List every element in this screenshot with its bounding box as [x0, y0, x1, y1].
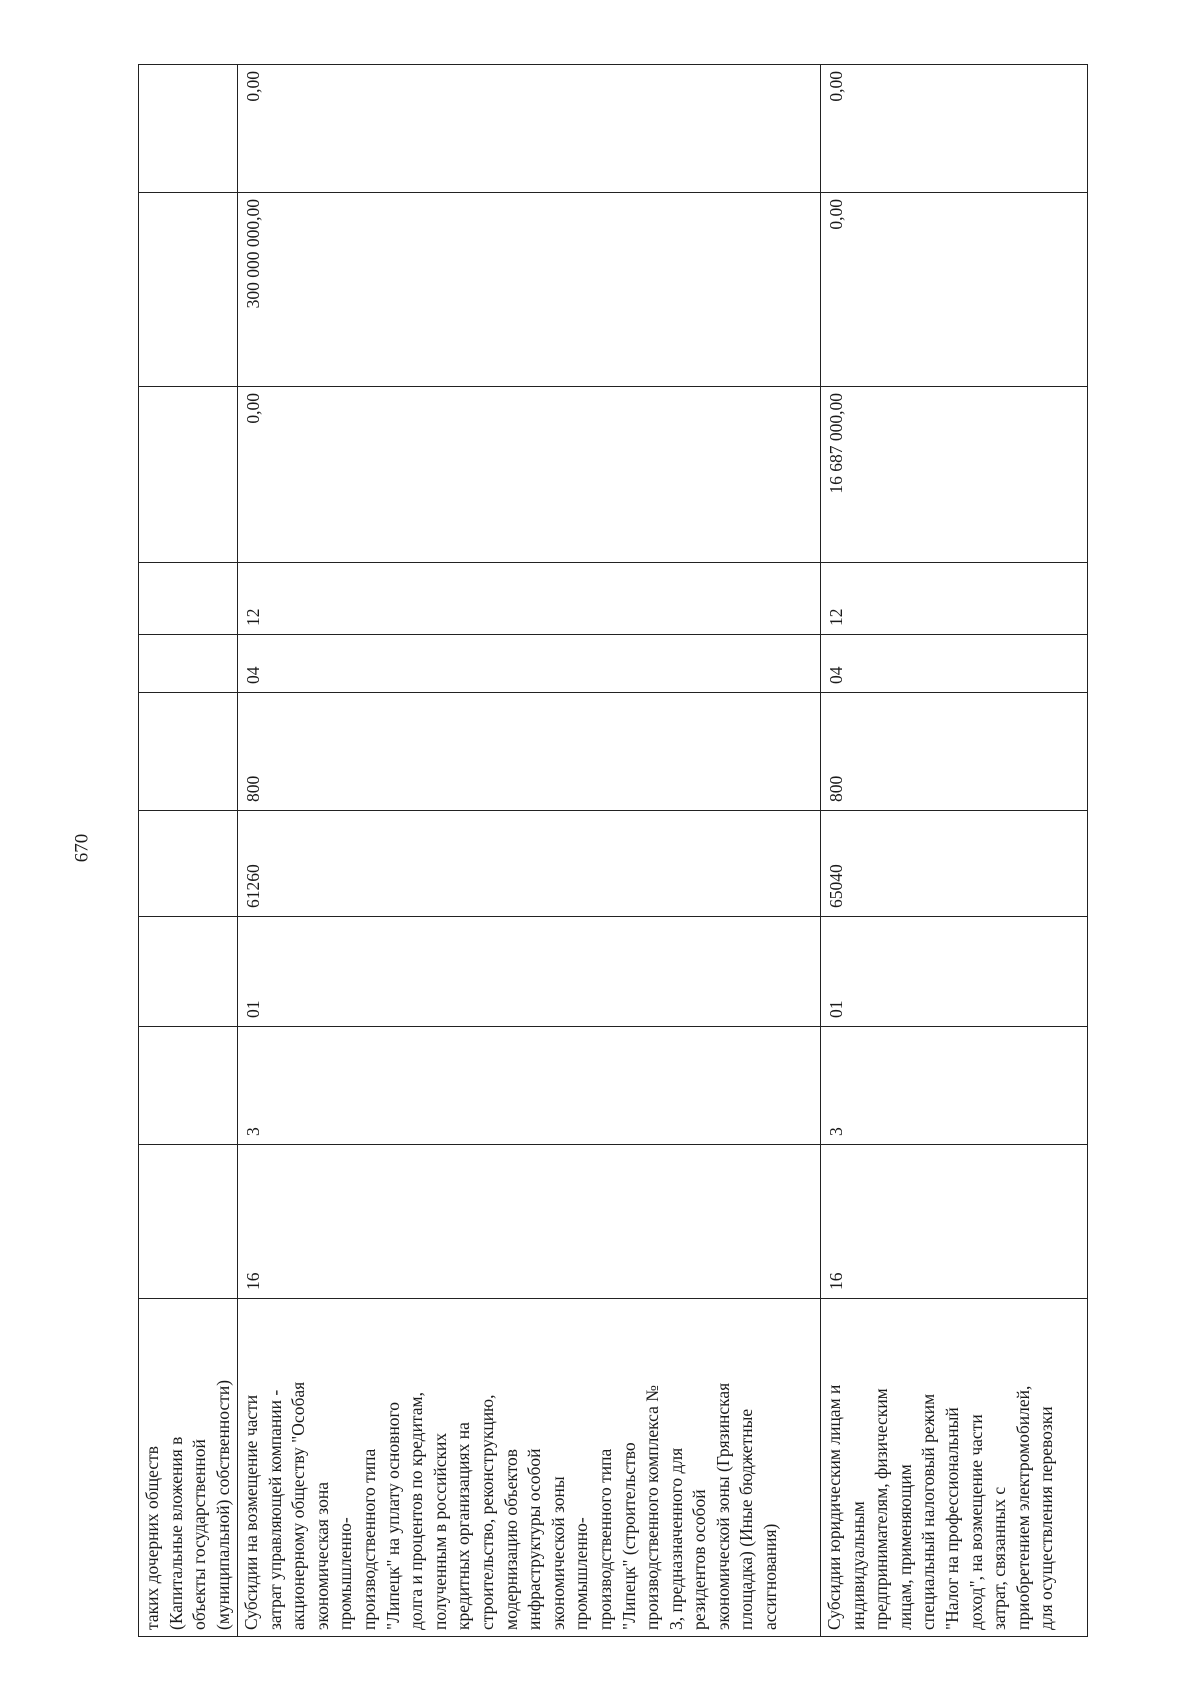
row-name-line: (Капитальные вложения в	[165, 1436, 186, 1630]
code-cell-code5	[821, 693, 1088, 811]
code-value-code1: 16	[243, 1272, 263, 1290]
code-cell-code6	[139, 635, 238, 693]
row-name-line: приобретением электромобилей,	[1012, 1385, 1033, 1630]
code-value-code2	[139, 1027, 143, 1144]
row-name-line: "Липецк" на уплату основного	[382, 1401, 403, 1630]
amount-cell-amount3	[238, 65, 821, 193]
row-name-line: таких дочерних обществ	[142, 1445, 162, 1630]
code-value-code4: 65040	[826, 864, 846, 908]
budget-table-body	[139, 65, 1088, 1637]
code-cell-code3	[238, 917, 821, 1027]
amount-value-amount1: 16 687 000,00	[826, 393, 846, 494]
code-cell-code7	[139, 563, 238, 635]
row-name-line: лицам, применяющим	[894, 1464, 915, 1630]
row-name-line: производственного типа	[358, 1448, 379, 1630]
table-row	[139, 65, 238, 1637]
row-name-line: индивидуальным	[847, 1501, 868, 1630]
row-name-line: площадка) (Иные бюджетные	[736, 1408, 757, 1630]
row-name-line: "Налог на профессиональный	[941, 1407, 962, 1630]
row-name-text	[139, 1299, 235, 1636]
code-value-code1: 16	[826, 1272, 846, 1290]
code-cell-code4	[821, 811, 1088, 917]
code-cell-code1	[139, 1145, 238, 1299]
amount-value-amount2: 300 000 000,00	[243, 199, 263, 309]
code-cell-code5	[238, 693, 821, 811]
row-name-line: экономической зоны	[547, 1476, 568, 1630]
code-value-code6	[139, 635, 143, 692]
amount-cell-amount2	[139, 193, 238, 387]
table-row	[238, 65, 821, 1637]
amount-cell-amount1	[238, 387, 821, 563]
amount-value-amount3: 0,00	[243, 71, 263, 102]
row-name-line: затрат управляющей компании -	[264, 1389, 285, 1630]
code-value-code6: 04	[826, 666, 846, 684]
code-cell-code3	[821, 917, 1088, 1027]
code-value-code1	[139, 1145, 143, 1298]
amount-cell-amount3	[139, 65, 238, 193]
row-name-line: кредитных организациях на	[453, 1422, 474, 1630]
code-value-code5: 800	[826, 775, 846, 802]
code-value-code6: 04	[243, 666, 263, 684]
budget-table	[138, 64, 1088, 1637]
amount-value-amount3	[139, 65, 143, 192]
amount-value-amount2: 0,00	[826, 199, 846, 230]
row-name-line: строительство, реконструкцию,	[476, 1394, 497, 1630]
row-name-line: промышленно-	[571, 1517, 592, 1630]
amount-value-amount1: 0,00	[243, 393, 263, 424]
row-name-text	[821, 1299, 1059, 1636]
row-name-line: для осуществления перевозки	[1036, 1406, 1057, 1630]
code-cell-code7	[821, 563, 1088, 635]
amount-cell-amount1	[821, 387, 1088, 563]
code-value-code3: 01	[243, 1000, 263, 1018]
code-cell-code6	[238, 635, 821, 693]
row-name-cell	[821, 1299, 1088, 1637]
code-value-code2: 3	[826, 1127, 846, 1136]
row-name-line: объекты государственной	[189, 1439, 210, 1630]
code-cell-code1	[238, 1145, 821, 1299]
amount-value-amount3: 0,00	[826, 71, 846, 102]
row-name-line: экономическая зона	[311, 1482, 332, 1630]
row-name-line: промышленно-	[335, 1517, 356, 1630]
row-name-line: (муниципальной) собственности)	[212, 1379, 233, 1630]
code-cell-code2	[238, 1027, 821, 1145]
code-cell-code3	[139, 917, 238, 1027]
row-name-line: Субсидии на возмещение части	[241, 1394, 261, 1630]
code-cell-code4	[238, 811, 821, 917]
amount-cell-amount2	[821, 193, 1088, 387]
code-value-code7	[139, 563, 143, 634]
row-name-line: ассигнования)	[760, 1523, 781, 1630]
rotated-table-container	[138, 65, 1084, 1637]
code-cell-code1	[821, 1145, 1088, 1299]
row-name-line: затрат, связанных с	[989, 1486, 1010, 1630]
code-cell-code2	[821, 1027, 1088, 1145]
row-name-line: предпринимателям, физическим	[871, 1388, 892, 1630]
code-cell-code5	[139, 693, 238, 811]
code-cell-code4	[139, 811, 238, 917]
code-value-code4	[139, 811, 143, 916]
code-value-code2: 3	[243, 1127, 263, 1136]
row-name-line: долга и процентов по кредитам,	[406, 1391, 427, 1630]
code-value-code5: 800	[243, 775, 263, 802]
code-value-code5	[139, 693, 143, 810]
amount-cell-amount1	[139, 387, 238, 563]
code-cell-code6	[821, 635, 1088, 693]
row-name-line: производственного комплекса №	[642, 1385, 663, 1630]
amount-cell-amount3	[821, 65, 1088, 193]
code-value-code4: 61260	[243, 864, 263, 908]
row-name-line: Субсидии юридическим лицам и	[824, 1384, 844, 1630]
page-number: 670	[71, 833, 93, 863]
code-cell-code2	[139, 1027, 238, 1145]
row-name-line: модернизацию объектов	[500, 1448, 521, 1630]
row-name-line: акционерному обществу "Особая	[288, 1381, 309, 1630]
row-name-line: 3, предназначенного для	[665, 1447, 686, 1630]
code-value-code3	[139, 917, 143, 1026]
row-name-line: "Липецк" (строительство	[618, 1442, 639, 1630]
row-name-cell	[139, 1299, 238, 1637]
amount-value-amount1	[139, 387, 143, 562]
code-cell-code7	[238, 563, 821, 635]
amount-value-amount2	[139, 193, 143, 386]
row-name-line: производственного типа	[594, 1448, 615, 1630]
row-name-line: полученным в российских	[429, 1432, 450, 1630]
row-name-line: резидентов особой	[689, 1489, 710, 1630]
amount-cell-amount2	[238, 193, 821, 387]
row-name-line: специальный налоговый режим	[918, 1393, 939, 1630]
code-value-code7: 12	[243, 608, 263, 626]
row-name-line: доход", на возмещение части	[965, 1414, 986, 1630]
row-name-cell	[238, 1299, 821, 1637]
code-value-code7: 12	[826, 608, 846, 626]
row-name-line: инфраструктуры особой	[524, 1448, 545, 1630]
table-row	[821, 65, 1088, 1637]
row-name-line: экономической зоны (Грязинская	[712, 1382, 733, 1630]
code-value-code3: 01	[826, 1000, 846, 1018]
row-name-text	[238, 1299, 783, 1636]
